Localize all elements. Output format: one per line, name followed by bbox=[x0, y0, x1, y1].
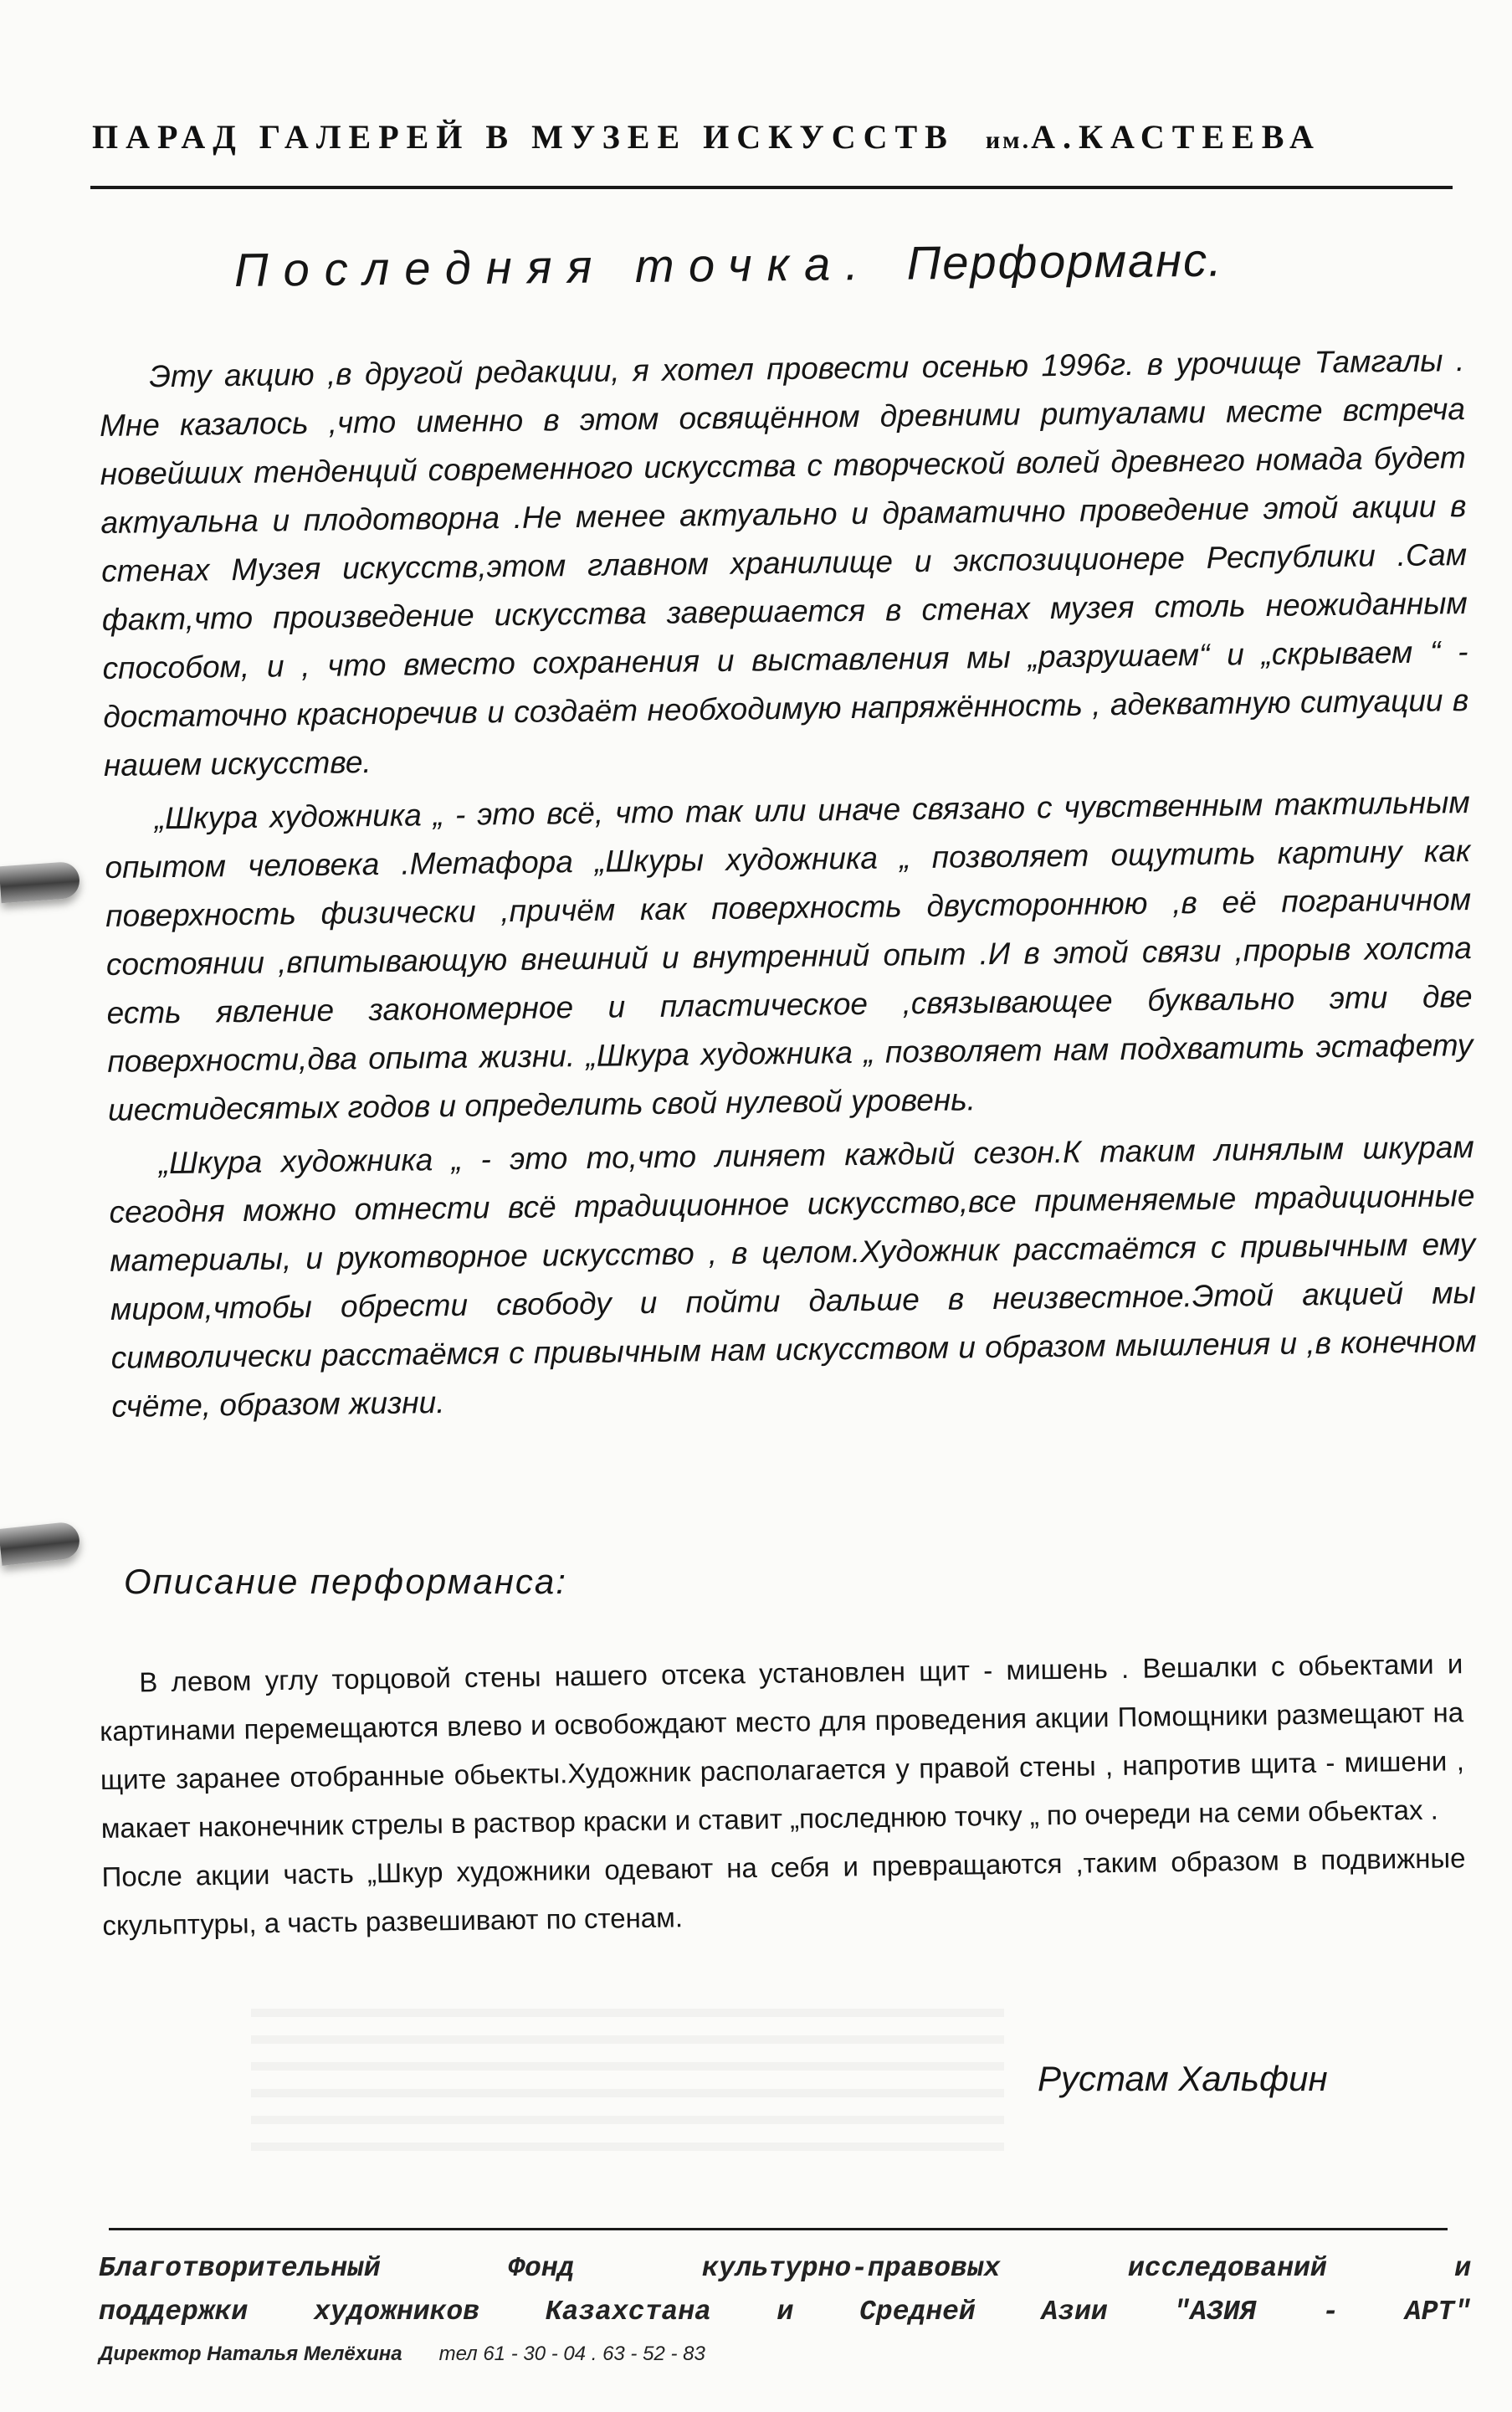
title-subtitle: Перформанс. bbox=[906, 233, 1223, 290]
body-paragraph-1: Эту акцию ,в другой редакции, я хотел провести осенью 1996г. в урочище Тамгалы . Мне казалось ,что именно в этом освящённом древними ритуалами месте встреча новейших тенденций современного искусства с творческой волей древнего номада будет актуальна и плодотворна .Не менее актуально и драматично проведение этой акции в стенах Музея искусств,этом главном хранилище и экспозиционере Республики .Сам факт,что произведение искусства завершается в стенах музея столь неожиданным способом, и , что вместо сохранения и выставления мы „разрушаем“ и „скрываем “ - достаточно красноречив и создаёт необходимую напряжённость , адекватную ситуации в нашем искусстве. bbox=[99, 343, 1469, 783]
author-signature: Рустам Хальфин bbox=[1038, 2059, 1328, 2098]
binder-clip-upper bbox=[0, 861, 80, 904]
description-body bbox=[99, 1640, 1467, 1950]
page-title bbox=[234, 233, 1223, 297]
header-rule bbox=[90, 186, 1453, 189]
description-heading: Описание перформанса: bbox=[124, 1562, 567, 1601]
bleed-through-text bbox=[251, 2009, 1004, 2151]
article-body bbox=[99, 336, 1478, 1436]
body-paragraph-2: „Шкура художника „ - это всё, что так или иначе связано с чувственным тактильным опытом человека .Метафора „Шкуры художника „ позволяет ощутить картину как поверхность физически ,причём как поверхность двустороннюю ,в её пограничном состоянии ,впитывающую внешний и внутренний опыт .И в этой связи ,прорыв холста есть явление закономерное и пластическое ,связывающее буквально эти две поверхности,два опыта жизни. „Шкура художника „ позволяет нам подхватить эстафету шестидесятых годов и определить свой нулевой уровень. bbox=[105, 785, 1474, 1127]
title-main: Последняя точка. bbox=[233, 237, 874, 296]
page-footer bbox=[99, 2247, 1471, 2373]
header-im: им. bbox=[985, 126, 1032, 154]
footer-line-1: Благотворительный Фонд культурно-правовых исследований и bbox=[99, 2253, 1471, 2284]
footer-phone: тел 61 - 30 - 04 . 63 - 52 - 83 bbox=[438, 2343, 705, 2365]
footer-contact bbox=[99, 2338, 1471, 2373]
header-gallery-parade: ПАРАД ГАЛЕРЕЙ В МУЗЕЕ ИСКУССТВ bbox=[92, 118, 955, 156]
header-kasteev: А.КАСТЕЕВА bbox=[1031, 118, 1321, 156]
description-paragraph-1: В левом углу торцовой стены нашего отсека установлен щит - мишень . Вешалки с обьектами и картинами перемещаются влево и освобождают место для проведения акции Помощники размещают на щите заранее отобранные обьекты.Художник располагается у правой стены , напротив щита - мишени , макает наконечник стрелы в раствор краски и ставит „последнюю точку „ по очереди на семи обьектах . bbox=[99, 1648, 1465, 1844]
footer-director: Директор Наталья Мелёхина bbox=[99, 2343, 402, 2365]
body-paragraph-3: „Шкура художника „ - это то,что линяет каждый сезон.К таким линялым шкурам сегодня можно отнести всё традиционное искусство,все применяемые традиционные материалы, и рукотворное искусство , в целом.Художник расстаётся с привычным ему миром,чтобы обрести свободу и пойти дальше в неизвестное.Этой акцией мы символически расстаёмся с привычным нам искусством и образом мышления и ,в конечном счёте, образом жизни. bbox=[109, 1129, 1477, 1424]
binder-clip-lower bbox=[0, 1521, 81, 1566]
footer-line-2: поддержки художников Казахстана и Средней Азии "АЗИЯ - АРТ" bbox=[99, 2297, 1471, 2327]
page-header bbox=[92, 117, 1321, 157]
footer-rule bbox=[109, 2228, 1448, 2230]
description-paragraph-2: После акции часть „Шкур художники одевают на себя и превращаются ,таким образом в подвижные скульптуры, а часть развешивают по стенам. bbox=[101, 1842, 1466, 1941]
